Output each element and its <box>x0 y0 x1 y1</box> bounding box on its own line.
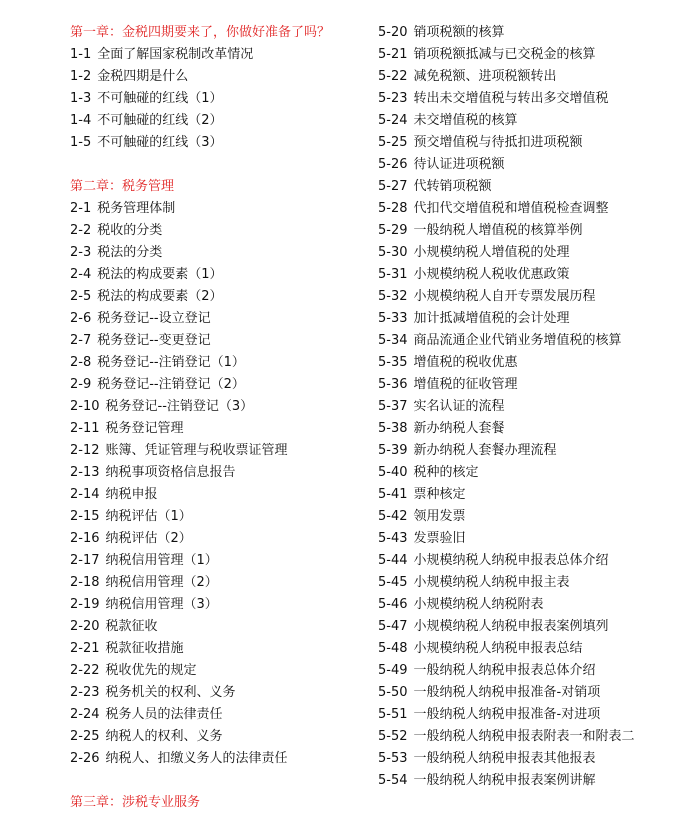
item-title: 减免税额、进项税额转出 <box>413 69 557 84</box>
item-title: 小规模纳税人纳税申报主表 <box>413 575 570 590</box>
toc-item <box>70 594 370 616</box>
toc-item <box>378 484 696 506</box>
item-title: 税收优先的规定 <box>105 663 197 678</box>
item-title: 税款征收 <box>105 619 158 634</box>
item-title: 纳税人、扣缴义务人的法律责任 <box>105 751 288 766</box>
toc-item <box>70 550 370 572</box>
item-title: 税务机关的权利、义务 <box>105 685 236 700</box>
toc-item <box>70 616 370 638</box>
toc-item <box>378 770 696 792</box>
item-number: 5-29 <box>378 223 408 238</box>
item-number: 2-12 <box>70 443 100 458</box>
left-column <box>70 22 370 814</box>
item-number: 1-5 <box>70 135 92 150</box>
toc-item <box>70 396 370 418</box>
item-number: 2-19 <box>70 597 100 612</box>
toc-item <box>378 110 696 132</box>
item-number: 5-39 <box>378 443 408 458</box>
item-title: 不可触碰的红线（2） <box>97 113 223 128</box>
item-title: 一般纳税人纳税申报表附表一和附表二 <box>413 729 635 744</box>
toc-item <box>378 418 696 440</box>
item-title: 账簿、凭证管理与税收票证管理 <box>105 443 288 458</box>
item-title: 小规模纳税人税收优惠政策 <box>413 267 570 282</box>
item-title: 转出未交增值税与转出多交增值税 <box>413 91 609 106</box>
item-number: 5-42 <box>378 509 408 524</box>
item-number: 5-49 <box>378 663 408 678</box>
item-title: 纳税信用管理（3） <box>105 597 218 612</box>
item-title: 加计抵减增值税的会计处理 <box>413 311 570 326</box>
item-title: 代扣代交增值税和增值税检查调整 <box>413 201 609 216</box>
toc-item <box>70 308 370 330</box>
item-title: 增值税的征收管理 <box>413 377 518 392</box>
item-number: 5-20 <box>378 25 408 40</box>
item-title: 小规模纳税人增值税的处理 <box>413 245 570 260</box>
item-title: 税务登记--注销登记（2） <box>97 377 245 392</box>
item-number: 2-5 <box>70 289 92 304</box>
item-number: 5-26 <box>378 157 408 172</box>
item-number: 2-15 <box>70 509 100 524</box>
toc-item <box>378 242 696 264</box>
item-number: 2-25 <box>70 729 100 744</box>
item-number: 2-11 <box>70 421 100 436</box>
item-number: 2-10 <box>70 399 100 414</box>
toc-item <box>378 528 696 550</box>
item-number: 5-35 <box>378 355 408 370</box>
toc-item <box>70 44 370 66</box>
item-title: 小规模纳税人纳税申报表总体介绍 <box>413 553 609 568</box>
item-title: 领用发票 <box>413 509 466 524</box>
item-title: 一般纳税人纳税申报准备-对进项 <box>413 707 601 722</box>
toc-item <box>70 88 370 110</box>
toc-item <box>378 572 696 594</box>
item-number: 2-3 <box>70 245 92 260</box>
toc-item <box>70 484 370 506</box>
item-number: 1-4 <box>70 113 92 128</box>
item-number: 5-24 <box>378 113 408 128</box>
item-title: 未交增值税的核算 <box>413 113 518 128</box>
toc-item <box>378 88 696 110</box>
item-title: 税务登记管理 <box>105 421 184 436</box>
item-title: 纳税申报 <box>105 487 158 502</box>
item-number: 5-30 <box>378 245 408 260</box>
item-number: 2-4 <box>70 267 92 282</box>
item-number: 5-44 <box>378 553 408 568</box>
toc-item <box>70 704 370 726</box>
item-number: 2-7 <box>70 333 92 348</box>
toc-item <box>70 66 370 88</box>
item-number: 5-50 <box>378 685 408 700</box>
item-number: 1-1 <box>70 47 92 62</box>
item-number: 2-20 <box>70 619 100 634</box>
toc-item <box>378 330 696 352</box>
item-title: 纳税人的权利、义务 <box>105 729 223 744</box>
item-number: 5-51 <box>378 707 408 722</box>
item-number: 5-34 <box>378 333 408 348</box>
toc-item <box>378 748 696 770</box>
item-title: 一般纳税人纳税申报表总体介绍 <box>413 663 596 678</box>
toc-item <box>70 374 370 396</box>
toc-item <box>378 396 696 418</box>
toc-item <box>70 220 370 242</box>
item-number: 2-13 <box>70 465 100 480</box>
item-number: 2-23 <box>70 685 100 700</box>
item-number: 2-18 <box>70 575 100 590</box>
toc-item <box>70 198 370 220</box>
item-number: 5-46 <box>378 597 408 612</box>
item-number: 5-54 <box>378 773 408 788</box>
toc-item <box>378 594 696 616</box>
item-number: 5-37 <box>378 399 408 414</box>
toc-item <box>70 330 370 352</box>
chapter-heading: 第一章：金税四期要来了，你做好准备了吗？ <box>70 25 331 40</box>
item-number: 2-22 <box>70 663 100 678</box>
toc-item <box>378 616 696 638</box>
item-number: 2-14 <box>70 487 100 502</box>
item-title: 商品流通企业代销业务增值税的核算 <box>413 333 622 348</box>
toc-item <box>70 528 370 550</box>
item-title: 纳税事项资格信息报告 <box>105 465 236 480</box>
item-title: 税务登记--注销登记（1） <box>97 355 245 370</box>
item-title: 金税四期是什么 <box>97 69 189 84</box>
item-number: 5-41 <box>378 487 408 502</box>
item-title: 待认证进项税额 <box>413 157 505 172</box>
item-title: 税法的分类 <box>97 245 163 260</box>
item-number: 2-1 <box>70 201 92 216</box>
item-number: 2-6 <box>70 311 92 326</box>
chapter-heading: 第二章：税务管理 <box>70 179 175 194</box>
toc-item <box>70 682 370 704</box>
toc-item <box>70 726 370 748</box>
toc-item <box>378 264 696 286</box>
item-number: 5-36 <box>378 377 408 392</box>
toc-item <box>378 704 696 726</box>
toc-item <box>378 550 696 572</box>
toc-item <box>70 462 370 484</box>
item-number: 2-8 <box>70 355 92 370</box>
item-title: 一般纳税人增值税的核算举例 <box>413 223 583 238</box>
item-title: 税务登记--变更登记 <box>97 333 211 348</box>
item-number: 5-45 <box>378 575 408 590</box>
toc-item <box>70 132 370 154</box>
item-number: 5-48 <box>378 641 408 656</box>
item-title: 税务登记--注销登记（3） <box>105 399 254 414</box>
toc-item <box>378 220 696 242</box>
toc-item <box>70 638 370 660</box>
item-number: 5-23 <box>378 91 408 106</box>
toc-item <box>70 418 370 440</box>
item-title: 不可触碰的红线（1） <box>97 91 223 106</box>
item-number: 5-43 <box>378 531 408 546</box>
item-title: 全面了解国家税制改革情况 <box>97 47 254 62</box>
item-title: 不可触碰的红线（3） <box>97 135 223 150</box>
toc-item <box>378 462 696 484</box>
toc-item <box>378 374 696 396</box>
item-number: 5-52 <box>378 729 408 744</box>
item-title: 小规模纳税人纳税附表 <box>413 597 544 612</box>
toc-item <box>70 440 370 462</box>
toc-item <box>70 748 370 770</box>
item-title: 税务人员的法律责任 <box>105 707 223 722</box>
toc-item <box>378 638 696 660</box>
toc-item <box>70 506 370 528</box>
toc-item <box>70 352 370 374</box>
item-title: 一般纳税人纳税申报表其他报表 <box>413 751 596 766</box>
item-title: 纳税信用管理（1） <box>105 553 218 568</box>
item-title: 税法的构成要素（1） <box>97 267 223 282</box>
toc-item <box>378 726 696 748</box>
item-title: 新办纳税人套餐办理流程 <box>413 443 557 458</box>
item-title: 实名认证的流程 <box>413 399 505 414</box>
item-number: 2-9 <box>70 377 92 392</box>
item-title: 税务登记--设立登记 <box>97 311 211 326</box>
spacer <box>70 154 370 176</box>
item-title: 预交增值税与待抵扣进项税额 <box>413 135 583 150</box>
item-number: 5-47 <box>378 619 408 634</box>
item-number: 2-2 <box>70 223 92 238</box>
item-title: 纳税评估（2） <box>105 531 192 546</box>
toc-item <box>378 660 696 682</box>
item-number: 5-25 <box>378 135 408 150</box>
item-number: 1-2 <box>70 69 92 84</box>
toc-item <box>70 242 370 264</box>
chapter-heading: 第三章：涉税专业服务 <box>70 795 201 810</box>
item-number: 2-21 <box>70 641 100 656</box>
item-title: 税款征收措施 <box>105 641 184 656</box>
spacer <box>70 770 370 792</box>
item-title: 代转销项税额 <box>413 179 492 194</box>
toc-item <box>378 44 696 66</box>
item-number: 5-31 <box>378 267 408 282</box>
item-title: 税法的构成要素（2） <box>97 289 223 304</box>
item-title: 增值税的税收优惠 <box>413 355 518 370</box>
item-number: 5-22 <box>378 69 408 84</box>
toc-item <box>378 682 696 704</box>
item-title: 税种的核定 <box>413 465 479 480</box>
toc-item <box>70 264 370 286</box>
item-number: 2-17 <box>70 553 100 568</box>
toc-item <box>378 66 696 88</box>
item-title: 税务管理体制 <box>97 201 176 216</box>
toc-item <box>378 506 696 528</box>
toc-item <box>378 132 696 154</box>
item-number: 2-16 <box>70 531 100 546</box>
item-number: 5-33 <box>378 311 408 326</box>
toc-item <box>378 22 696 44</box>
item-title: 小规模纳税人自开专票发展历程 <box>413 289 596 304</box>
toc-item <box>378 176 696 198</box>
item-number: 5-40 <box>378 465 408 480</box>
toc-item <box>378 440 696 462</box>
item-title: 销项税额抵减与已交税金的核算 <box>413 47 596 62</box>
item-title: 票种核定 <box>413 487 466 502</box>
right-column <box>378 22 696 792</box>
item-title: 新办纳税人套餐 <box>413 421 505 436</box>
toc-item <box>378 154 696 176</box>
item-number: 5-38 <box>378 421 408 436</box>
item-number: 5-27 <box>378 179 408 194</box>
item-number: 2-24 <box>70 707 100 722</box>
item-title: 一般纳税人纳税申报准备-对销项 <box>413 685 601 700</box>
item-title: 发票验旧 <box>413 531 466 546</box>
toc-item <box>378 308 696 330</box>
toc-item <box>378 352 696 374</box>
item-title: 税收的分类 <box>97 223 163 238</box>
item-number: 1-3 <box>70 91 92 106</box>
item-number: 2-26 <box>70 751 100 766</box>
toc-item <box>378 286 696 308</box>
toc-item <box>70 110 370 132</box>
item-number: 5-32 <box>378 289 408 304</box>
toc-item <box>70 660 370 682</box>
toc-item <box>70 286 370 308</box>
item-title: 销项税额的核算 <box>413 25 505 40</box>
item-title: 纳税评估（1） <box>105 509 192 524</box>
item-title: 小规模纳税人纳税申报表案例填列 <box>413 619 609 634</box>
item-title: 小规模纳税人纳税申报表总结 <box>413 641 583 656</box>
item-title: 一般纳税人纳税申报表案例讲解 <box>413 773 596 788</box>
item-number: 5-53 <box>378 751 408 766</box>
item-number: 5-28 <box>378 201 408 216</box>
item-title: 纳税信用管理（2） <box>105 575 218 590</box>
toc-item <box>70 572 370 594</box>
toc-item <box>378 198 696 220</box>
item-number: 5-21 <box>378 47 408 62</box>
